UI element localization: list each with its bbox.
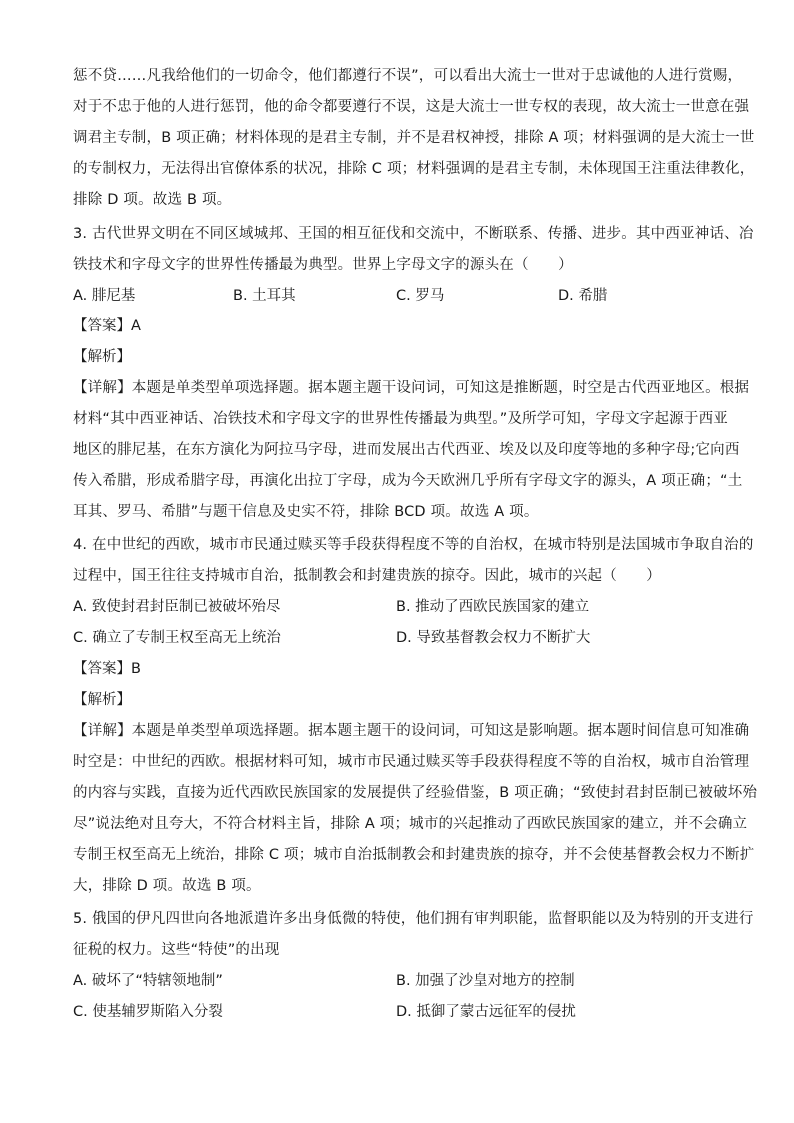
analysis-text-line: 排除 D 项。故选 B 项。 [73,192,232,208]
analysis-text-line: 调君主专制，B 项正确；材料体现的是君主专制，并不是君权神授，排除 A 项；材料强调的是大流士一世 [73,130,755,146]
option-c: C. 使基辅罗斯陷入分裂 [73,1004,223,1020]
analysis-label: 【解析】 [73,349,131,365]
option-a: A. 腓尼基 [73,288,136,304]
option-d: D. 抵御了蒙古远征军的侵扰 [396,1004,576,1020]
answer-label: 【答案】B [73,661,141,677]
detail-text-line: 时空是：中世纪的西欧。根据材料可知，城市市民通过赎买等手段获得程度不等的自治权，城市自治管理 [73,754,750,770]
option-b: B. 土耳其 [233,288,296,304]
detail-text-line: 大，排除 D 项。故选 B 项。 [73,878,261,894]
detail-text-line: 的内容与实践，直接为近代西欧民族国家的发展提供了经验借鉴，B 项正确；“致使封君封臣制已被破坏殆 [73,785,758,801]
detail-text-line: 材料“其中西亚神话、冶铁技术和字母文字的世界性传播最为典型。”及所学可知，字母文字起源于西亚 [73,411,728,427]
question-stem: 5. 俄国的伊凡四世向各地派遣许多出身低微的特使，他们拥有审判职能，监督职能以及为特别的开支进行 [73,911,754,927]
option-c: C. 罗马 [396,288,445,304]
detail-text-line: 尽”说法绝对且夸大，不符合材料主旨，排除 A 项；城市的兴起推动了西欧民族国家的建立，并不会确立 [73,816,748,832]
question-stem: 3. 古代世界文明在不同区域城邦、王国的相互征伐和交流中，不断联系、传播、进步。其中西亚神话、冶 [73,226,754,242]
detail-text-line: 传入希腊，形成希腊字母，再演化出拉丁字母，成为今天欧洲几乎所有字母文字的源头，A 项正确；“土 [73,473,743,489]
option-b: B. 推动了西欧民族国家的建立 [396,599,590,615]
answer-label: 【答案】A [73,318,141,334]
detail-text-line: 【详解】本题是单类型单项选择题。据本题主题干的设问词，可知这是影响题。据本题时间信息可知准确 [73,723,750,739]
analysis-text-line: 惩不贷……凡我给他们的一切命令，他们都遵行不误”，可以看出大流士一世对于忠诚他的人进行赏赐， [73,68,743,84]
option-d: D. 希腊 [558,288,608,304]
analysis-label: 【解析】 [73,692,131,708]
detail-text-line: 耳其、罗马、希腊”与题干信息及史实不符，排除 BCD 项。故选 A 项。 [73,504,539,520]
detail-text-line: 专制王权至高无上统治，排除 C 项；城市自治抵制教会和封建贵族的掠夺，并不会使基督教会权力不断扩 [73,847,755,863]
option-c: C. 确立了专制王权至高无上统治 [73,630,281,646]
analysis-text-line: 的专制权力，无法得出官僚体系的状况，排除 C 项；材料强调的是君主专制，未体现国王注重法律教化， [73,161,755,177]
option-a: A. 破坏了“特辖领地制” [73,973,223,989]
question-stem: 4. 在中世纪的西欧，城市市民通过赎买等手段获得程度不等的自治权，在城市特别是法国城市争取自治的 [73,537,754,553]
detail-text-line: 【详解】本题是单类型单项选择题。据本题主题干设问词，可知这是推断题，时空是古代西亚地区。根据 [73,380,750,396]
question-stem: 过程中，国王往往支持城市自治，抵制教会和封建贵族的掠夺。因此，城市的兴起（ ） [73,568,661,584]
option-d: D. 导致基督教会权力不断扩大 [396,630,591,646]
option-b: B. 加强了沙皇对地方的控制 [396,973,575,989]
question-stem: 铁技术和字母文字的世界性传播最为典型。世界上字母文字的源头在（ ） [73,257,573,273]
question-stem: 征税的权力。这些“特使”的出现 [73,942,280,958]
analysis-text-line: 对于不忠于他的人进行惩罚，他的命令都要遵行不误，这是大流士一世专权的表现，故大流士一世意在强 [73,99,750,115]
detail-text-line: 地区的腓尼基，在东方演化为阿拉马字母，进而发展出古代西亚、埃及以及印度等地的多种字母;它向西 [73,442,740,458]
option-a: A. 致使封君封臣制已被破坏殆尽 [73,599,281,615]
